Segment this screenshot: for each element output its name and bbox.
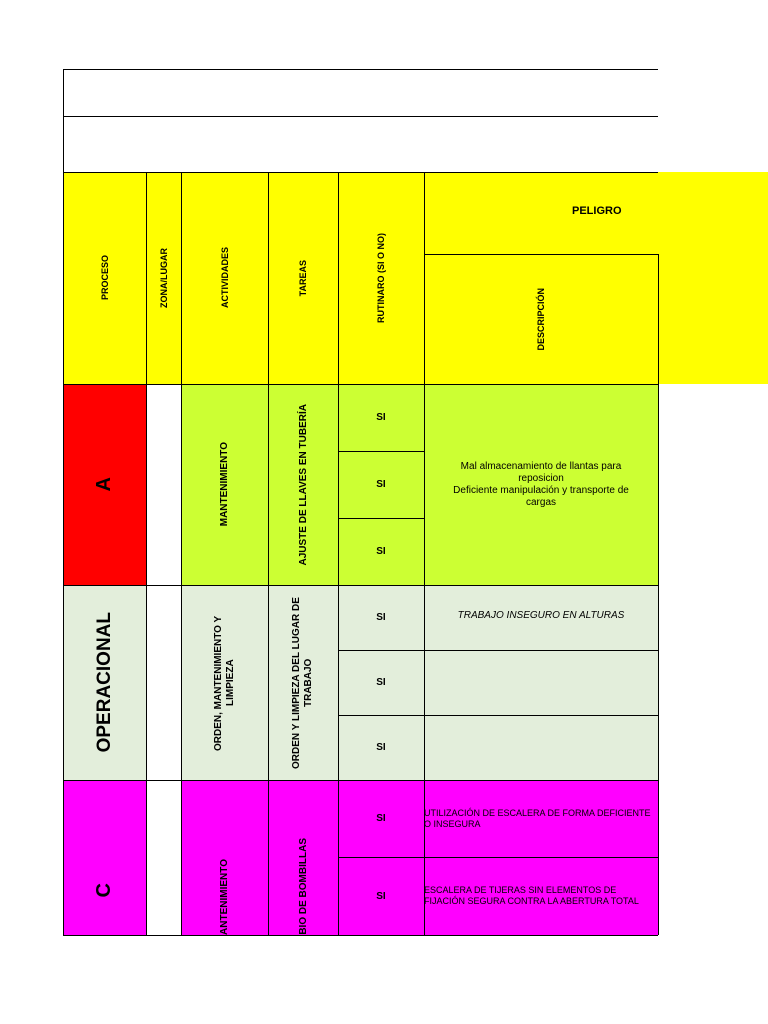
rutinario-a-1	[338, 384, 424, 451]
header-zona-label: ZONA/LUGAR	[158, 248, 169, 308]
descripcion-c-1-text: UTILIZACIÓN DE ESCALERA DE FORMA DEFICIENTE O INSEGURA	[424, 807, 651, 829]
grid-h-a-bottom	[63, 585, 658, 586]
grid-h-op-1	[338, 650, 658, 651]
grid-h-op-bottom	[63, 780, 658, 781]
grid-h-op-2	[338, 715, 658, 716]
actividad-cell-operacional	[181, 585, 268, 780]
grid-v-tareas	[338, 172, 339, 935]
actividad-operacional-label: ORDEN, MANTENIMIENTO Y LIMPIEZA	[212, 614, 236, 751]
tarea-a-label: AJUSTE DE LLAVES EN TUBERÍA	[297, 403, 309, 566]
rutinario-op-2	[338, 650, 424, 715]
actividad-a-label: MANTENIMIENTO	[219, 442, 230, 527]
rutinario-c-1	[338, 780, 424, 857]
actividad-c-label: ANTENIMIENTO	[219, 859, 230, 935]
header-proceso-label: PROCESO	[99, 255, 110, 301]
grid-h-a-2	[338, 518, 424, 519]
grid-h-a-1	[338, 451, 424, 452]
title-middle-border	[63, 116, 658, 117]
tarea-cell-operacional	[268, 585, 338, 780]
descripcion-cell-a	[424, 384, 658, 585]
header-tareas-label: TAREAS	[298, 259, 308, 297]
grid-h-c-1	[338, 857, 658, 858]
tarea-cell-a	[268, 384, 338, 585]
header-tareas	[268, 172, 338, 384]
grid-v-descripcion	[658, 254, 659, 935]
rutinario-a-1-label: SI	[376, 412, 386, 423]
header-descripcion-label: DESCRIPCIÓN	[536, 287, 546, 351]
actividad-cell-a	[181, 384, 268, 585]
grid-v-zona	[181, 172, 182, 935]
header-rutinario	[338, 172, 424, 384]
header-zona	[146, 172, 181, 384]
rutinario-op-1-label: SI	[376, 612, 386, 623]
rutinario-c-1-label: SI	[376, 813, 386, 824]
descripcion-op-1	[424, 585, 658, 650]
descripcion-c-2-text: ESCALERA DE TIJERAS SIN ELEMENTOS DE FIJACIÓN SEGURA CONTRA LA ABERTURA TOTAL	[424, 885, 639, 906]
descripcion-op-text: TRABAJO INSEGURO EN ALTURAS	[457, 610, 625, 621]
proceso-operacional-label: OPERACIONAL	[93, 612, 115, 753]
header-peligro-label: PELIGRO	[572, 205, 622, 217]
proceso-c-label: C	[93, 883, 115, 898]
rutinario-c-2-label: SI	[376, 890, 386, 902]
header-peligro	[424, 172, 768, 254]
descripcion-op-2	[424, 650, 658, 715]
title-top-border	[63, 69, 658, 70]
descripcion-c-1	[424, 780, 658, 857]
header-descripcion	[424, 254, 658, 384]
proceso-cell-c	[63, 780, 146, 935]
tarea-c-label: BIO DE BOMBILLAS	[297, 838, 309, 935]
rutinario-op-2-label: SI	[376, 677, 386, 688]
rutinario-a-3-label: SI	[376, 546, 386, 557]
tarea-operacional-label: ORDEN Y LIMPIEZA DEL LUGAR DE TRABAJO	[291, 596, 314, 769]
proceso-a-label: A	[93, 477, 115, 492]
rutinario-op-1	[338, 585, 424, 650]
header-rutinario-label: RUTINARO (SI O NO)	[376, 233, 386, 323]
proceso-cell-a	[63, 384, 146, 585]
header-actividades-label: ACTIVIDADES	[219, 247, 230, 309]
proceso-cell-operacional	[63, 585, 146, 780]
grid-h-peligro	[424, 254, 658, 255]
grid-v-actividades	[268, 172, 269, 935]
grid-h-header-bottom	[63, 384, 658, 385]
rutinario-c-2	[338, 857, 424, 935]
rutinario-a-2-label: SI	[376, 479, 386, 490]
rutinario-op-3	[338, 715, 424, 780]
title-left-border	[63, 69, 64, 173]
rutinario-a-2	[338, 451, 424, 518]
header-proceso	[63, 172, 146, 384]
grid-v-proceso	[146, 172, 147, 935]
descripcion-op-3	[424, 715, 658, 780]
actividad-cell-c	[181, 780, 268, 935]
grid-h-bottom	[63, 935, 658, 936]
descripcion-c-2	[424, 857, 658, 935]
rutinario-a-3	[338, 518, 424, 585]
grid-v-rutinario	[424, 172, 425, 935]
rutinario-op-3-label: SI	[376, 742, 386, 753]
grid-v-left	[63, 172, 64, 935]
tarea-cell-c	[268, 780, 338, 935]
descripcion-a-text: Mal almacenamiento de llantas para reposicion Deficiente manipulación y transporte de cargas	[453, 460, 629, 508]
header-actividades	[181, 172, 268, 384]
